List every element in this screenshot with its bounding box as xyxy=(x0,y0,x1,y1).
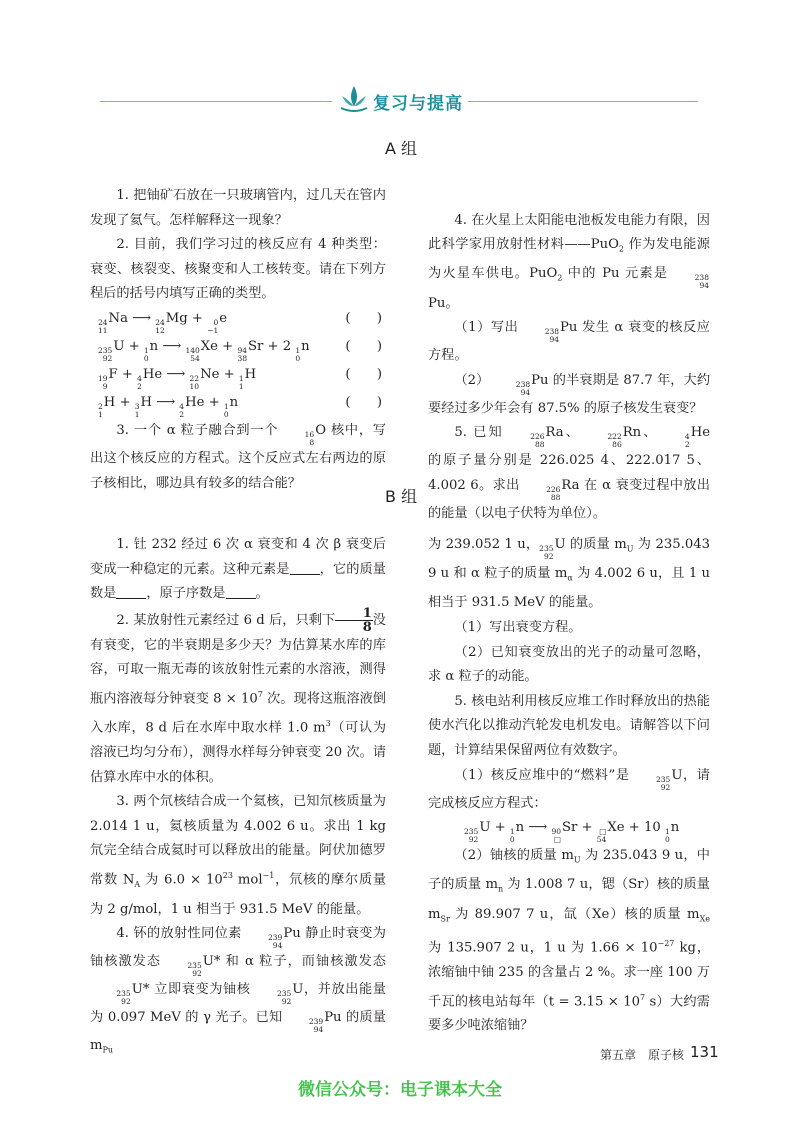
a-question-4: 4. 在火星上太阳能电池板发电能力有限，因此科学家用放射性材料——PuO$_2$ 作为发电能源为火星车供电。PuO$_2$ 中的 Pu 元素是 238 94 Pu。 xyxy=(428,212,710,311)
page-number: 131 xyxy=(690,1043,719,1061)
answer-bracket[interactable]: ( ) xyxy=(345,394,382,410)
group-b-heading: B 组 xyxy=(385,487,418,506)
answer-blank[interactable] xyxy=(116,586,146,599)
a-question-4-2: （2） 238 94 Pu 的半衰期是 87.7 年，大约要经过多少年会有 87.5% 的原子核发生衰变？ xyxy=(428,372,711,416)
b-question-3: 3. 两个氘核结合成一个氦核，已知氘核质量为 2.014 1 u，氦核质量为 4.002 6 u。求出 1 kg 氘完全结合成氦时可以释放出的能量。阿伏加德罗常数 $N_A$ 为 $6.0 \times 10^{23}$ mol$^{-1}$，氘核的摩尔质量为 2 g/mol，1 u 相当于 931.5 MeV 的能量。 xyxy=(90,794,387,917)
answer-blank[interactable] xyxy=(290,562,320,575)
a-question-2: 2. 目前，我们学习过的核反应有 4 种类型：衰变、核裂变、核聚变和人工核转变。请在下列方程后的括号内填写正确的类型。 xyxy=(90,237,386,302)
group-a-left-column xyxy=(90,184,386,496)
group-a-heading: A 组 xyxy=(385,139,418,158)
b-question-5-2: （2）铀核的质量 $m_U$ 为 235.043 9 u，中子的质量 $m_n$ 为 1.008 7 u，锶（Sr）核的质量 $m_{Sr}$ 为 89.907 7 u，氙（Xe）核的质量 $m_{Xe}$ 为 135.907 2 u，1 u 为 $1.66 \times 10^{-27}$ kg，浓缩铀中铀 235 的含量占 2 %。求一座 100 万千瓦的核电站每年（$t = 3.15 \times 10^7$ s）大约需要多少吨浓缩铀？ xyxy=(428,848,711,1034)
group-a-right-column xyxy=(428,184,710,527)
b-question-5: 5. 核电站利用核反应堆工作时释放出的热能使水汽化以推动汽轮发电机发电。请解答以下问题，计算结果保留两位有效数字。 xyxy=(428,693,710,759)
b-question-1: 1. 钍 232 经过 6 次 α 衰变和 4 次 β 衰变后变成一种稳定的元素。这种元素是 ，它的质量数是 ，原子序数是 。 xyxy=(90,537,386,602)
a-question-4-1: （1）写出 238 94 Pu 发生 α 衰变的核反应方程。 xyxy=(428,320,710,364)
group-b-right-column xyxy=(428,533,710,1039)
b-question-4: 4. 钚的放射性同位素 239 94 Pu 静止时衰变为铀核激发态 235 92 U* 和 α 粒子，而铀核激发态 235 92 U* 立即衰变为铀核 235 92 U，并放出能量为 0.097 MeV 的 γ 光子。已知 239 94 Pu 的质量 $m_{Pu}$ xyxy=(90,926,386,1055)
b-question-4-cont: 为 239.052 1 u， 235 92 U 的质量 $m_U$ 为 235.043 9 u 和 α 粒子的质量 $m_\alpha$ 为 4.002 6 u，且 1 u 相当于 931.5 MeV 的能量。 xyxy=(428,537,710,611)
header-rule-left xyxy=(100,101,332,102)
answer-blank[interactable] xyxy=(226,586,256,599)
answer-bracket[interactable]: ( ) xyxy=(345,338,382,354)
fraction-one-eighth: $\frac{1}{8}$ xyxy=(335,607,372,634)
equation-1: 24 11 Na ⟶ 24 12 Mg + 0 −1 e ( ) xyxy=(90,307,386,335)
answer-bracket[interactable]: ( ) xyxy=(345,310,382,326)
a-question-1: 1. 把铀矿石放在一只玻璃管内，过几天在管内发现了氦气。怎样解释这一现象？ xyxy=(90,188,386,228)
a-question-3: 3. 一个 α 粒子融合到一个 16 8 O 核中，写出这个核反应的方程式。这个反应式左右两边的原子核相比，哪边具有较多的结合能？ xyxy=(90,422,386,491)
equation-4: 2 1 H + 3 1 H ⟶ 4 2 He + 1 0 n ( ) xyxy=(90,391,386,419)
watermark-text: 微信公众号：电子课本大全 xyxy=(298,1080,502,1100)
chapter-label: 第五章 原子核 xyxy=(600,1048,685,1062)
a-question-5: 5. 已知 226 88 Ra、 222 86 Rn、 4 2 He 的原子量分别是 226.025 4、222.017 5、4.002 6。求出 226 88 Ra 在 α 衰变过程中放出的能量（以电子伏特为单位）。 xyxy=(428,425,710,522)
section-title: 复习与提高 xyxy=(373,94,463,114)
b-question-5-1: （1）核反应堆中的“燃料”是 235 92 U，请完成核反应方程式： xyxy=(428,767,710,811)
equation-2: 235 92 U + 1 0 n ⟶ 140 54 Xe + 94 38 Sr + 2 1 0 n ( ) xyxy=(90,335,386,363)
group-b-left-column xyxy=(90,533,386,1063)
equation-3: 19 9 F + 4 2 He ⟶ 22 10 Ne + 1 1 H ( ) xyxy=(90,363,386,391)
leaf-logo-icon xyxy=(338,82,370,114)
answer-bracket[interactable]: ( ) xyxy=(345,366,382,382)
header-rule-right xyxy=(468,101,698,102)
b-question-4-2: （2）已知衰变放出的光子的动量可忽略，求 α 粒子的动能。 xyxy=(428,644,710,685)
b-question-2: 2. 某放射性元素经过 6 d 后，只剩下 $\frac{1}{8}$ 没有衰变，它的半衰期是多少天？为估算某水库的库容，可取一瓶无毒的该放射性元素的水溶液，测得瓶内溶液每分钟衰变 $8 \times 10^7$ 次。现将这瓶溶液倒入水库，8 d 后在水库中取水样 1.0 $m^3$（可认为溶液已均匀分布），测得水样每分钟衰变 20 次。请估算水库中水的体积。 xyxy=(90,605,387,785)
fission-equation: 235 92 U + 1 0 n ⟶ 90 □ Sr + □ 54 Xe + 10 1 0 n xyxy=(464,820,680,845)
b-question-4-1: （1）写出衰变方程。 xyxy=(454,620,582,636)
